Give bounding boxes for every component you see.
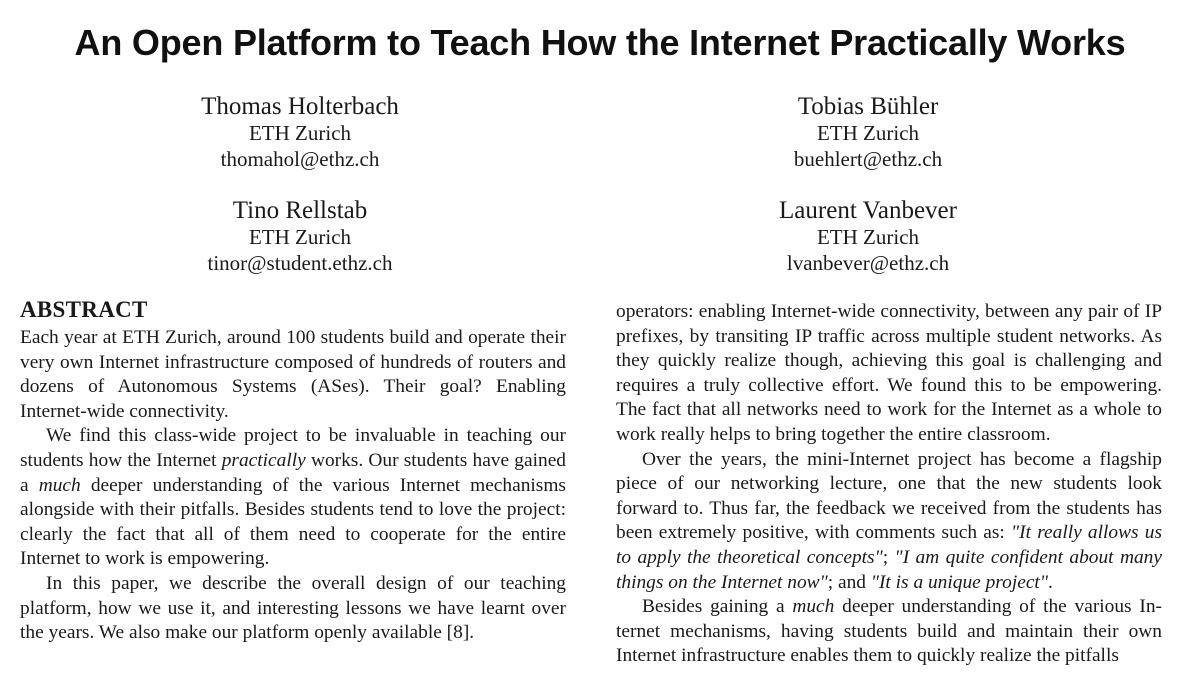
author-name: Thomas Holterbach: [201, 93, 399, 120]
abstract-heading: ABSTRACT: [20, 297, 148, 322]
author-affiliation: ETH Zurich: [248, 225, 352, 249]
author-name: Tobias Bühler: [797, 93, 939, 120]
author-block: [70, 198, 530, 276]
abstract-paragraph: Each year at ETH Zurich, around 100 students build and operate their very own Internet infrastructure composed of hundreds of routers and dozens of Autonomous Systems (ASes). Their goal? Enabling Internet-wide connectivity.: [20, 327, 566, 422]
author-email: tinor@student.ethz.ch: [207, 251, 393, 275]
author-email: thomahol@ethz.ch: [220, 147, 380, 171]
abstract-column: [20, 296, 566, 646]
author-affiliation: ETH Zurich: [816, 121, 920, 145]
author-name: Laurent Vanbever: [779, 197, 957, 224]
abstract-paragraph: In this paper, we describe the overall design of our teaching platform, how we use it, and interesting lessons we have learnt over the years. We also make our platform openly available [8].: [20, 572, 566, 644]
author-affiliation: ETH Zurich: [248, 121, 352, 145]
author-affiliation: ETH Zurich: [816, 225, 920, 249]
author-block: [638, 94, 1098, 172]
author-name: Tino Rellstab: [232, 197, 368, 224]
author-block: [70, 94, 530, 172]
body-paragraph: Over the years, the mini-Internet project has become a flagship piece of our networking lecture, one that the new students look forward to. Thus far, the feedback we received from the students has been extremely positive, with comments such as: "It really allows us to apply the theoretical concepts"; "I am quite confident about many things on the Internet now"; and "It is a unique project".: [616, 448, 1162, 593]
abstract-paragraph: We find this class-wide project to be invaluable in teaching our students how the Internet practically works. Our students have gained a much deeper understanding of the various Internet mechanisms alongside with their pitfalls. Besides students tend to love the project: clearly the fact that all of them need to cooperate for the entire Internet to work is empowering.: [20, 425, 566, 570]
paper-title: An Open Platform to Teach How the Internet Practically Works: [74, 22, 1126, 63]
body-paragraph: Besides gaining a much deeper understanding of the various Internet mechanisms, having students build and maintain their own Internet infrastructure enables them to quickly realize the pitfalls: [616, 596, 1162, 667]
author-email: buehlert@ethz.ch: [793, 147, 943, 171]
body-paragraph: operators: enabling Internet-wide connectivity, between any pair of IP prefixes, by transiting IP traffic across multiple student networks. As they quickly realize though, achieving this goal is challenging and requires a truly collective effort. We found this to be empowering. The fact that all networks need to work for the Internet as a whole to work really helps to bring together the entire classroom.: [616, 301, 1162, 445]
body-column-right: [616, 300, 1162, 669]
author-email: lvanbever@ethz.ch: [786, 251, 950, 275]
author-block: [638, 198, 1098, 276]
